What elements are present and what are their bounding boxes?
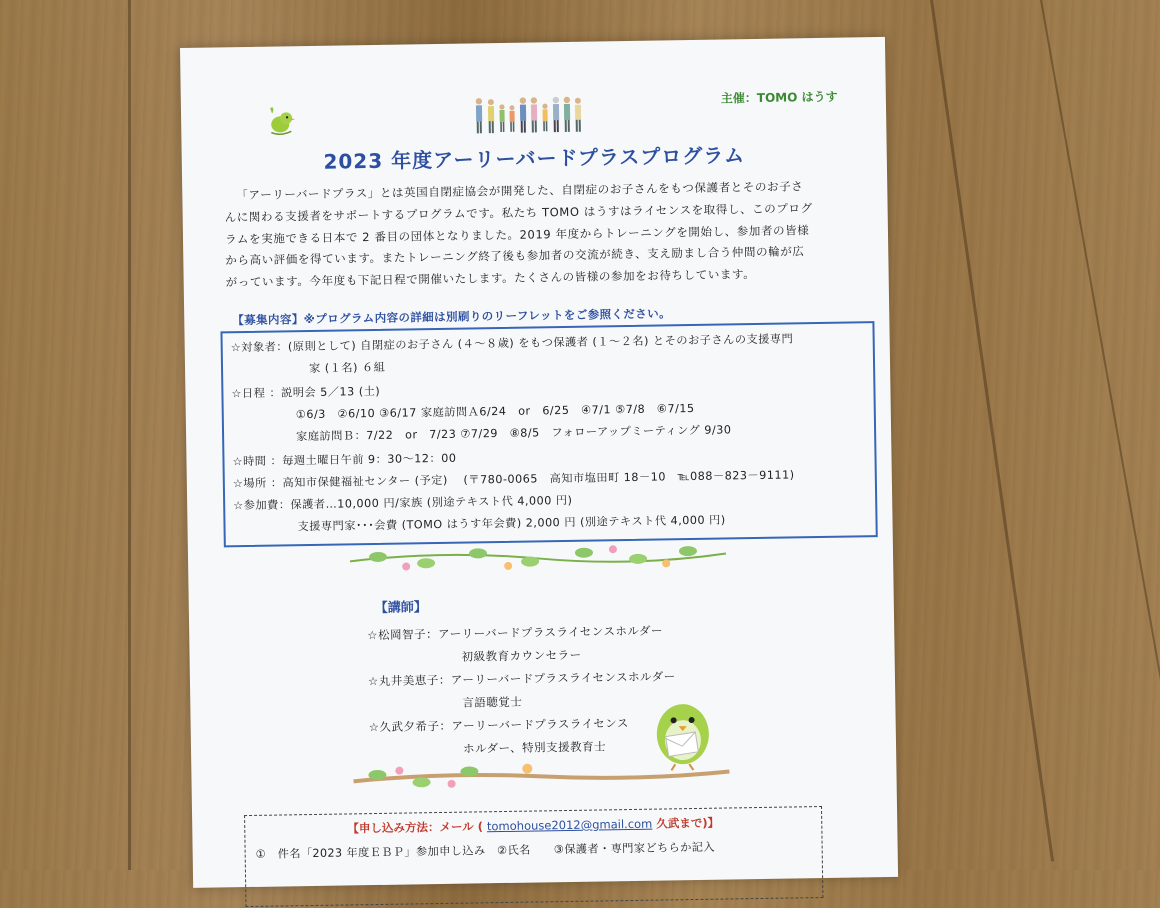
application-box	[244, 806, 823, 907]
detail-place: ☆場所 ：高知市保健福祉センター (予定) (〒780-0065 高知市塩田町 18－10 ℡088－823－9111)	[232, 468, 795, 491]
application-heading-suffix: 久武まで)】	[656, 815, 720, 831]
flyer-paper	[180, 37, 898, 888]
intro-line: んに関わる支援者をサポートするプログラムです。私たち TOMO はうすはライセンスを取得し、このプログ	[224, 200, 813, 225]
lecturer-title: 初級教育カウンセラー	[461, 647, 582, 664]
application-heading-prefix: 【申し込み方法：メール (	[347, 819, 484, 836]
intro-line: がっています。今年度も下記日程で開催いたします。たくさんの皆様の参加をお待ちしています。	[225, 267, 756, 290]
lecturer-name: ☆丸井美恵子：アーリーバードプラスライセンスホルダー	[367, 669, 676, 689]
organizer-label: 主催：TOMO はうす	[720, 89, 838, 106]
application-instructions: ① 件名「2023 年度ＥＢＰ」参加申し込み ②氏名 ③保護者・専門家どちらか記入	[255, 840, 716, 861]
detail-schedule-visit-b: 家庭訪問Ｂ：7/22 or 7/23 ⑦7/29 ⑧8/5 フォローアップミーティング 9/30	[296, 423, 732, 444]
detail-fee: ☆参加費：保護者…10,000 円/家族 (別途テキスト代 4,000 円)	[233, 493, 573, 513]
detail-schedule: ☆日程 ：説明会 5／13 (土)	[231, 384, 381, 401]
wood-seam	[930, 0, 1054, 862]
small-bird-icon	[265, 104, 300, 139]
page-title: 2023 年度アーリーバードプラスプログラム	[323, 143, 746, 174]
lecturer-title: ホルダー、特別支援教育士	[462, 739, 607, 756]
lecturer-heading: 【講師】	[374, 600, 427, 617]
intro-paragraph	[224, 176, 846, 295]
detail-fee-specialist: 支援専門家･･･会費 (TOMO はうす年会費) 2,000 円 (別途テキスト代 4,000 円)	[297, 513, 726, 534]
lecturer-title: 言語聴覚士	[462, 694, 523, 710]
intro-line: から高い評価を得ています。またトレーニング終了後も参加者の交流が続き、支え励まし合う仲間の輪が広	[225, 244, 805, 268]
detail-time: ☆時間 ：毎週土曜日午前 9：30～12：00	[232, 451, 457, 469]
vine-decoration	[348, 541, 728, 573]
family-illustration	[471, 94, 592, 138]
detail-schedule-dates: ①6/3 ②6/10 ③6/17 家庭訪問Ａ6/24 or 6/25 ④7/1 ⑤7/8 ⑥7/15	[295, 401, 695, 422]
details-box	[220, 321, 877, 547]
vine-decoration	[351, 757, 731, 789]
detail-target-cont: 家 (１名) ６組	[308, 360, 386, 376]
lecturer-name: ☆松岡智子：アーリーバードプラスライセンスホルダー	[367, 623, 664, 643]
detail-target: ☆対象者：(原則として) 自閉症のお子さん (４～８歳) をもつ保護者 (１～２名) とそのお子さんの支援専門	[230, 332, 794, 355]
wood-seam	[128, 0, 131, 870]
lecturer-name: ☆久武夕希子：アーリーバードプラスライセンス	[368, 716, 629, 735]
recruit-heading: 【募集内容】※プログラム内容の詳細は別刷りのリーフレットをご参照ください。	[232, 306, 672, 328]
wood-seam	[1040, 0, 1160, 857]
application-heading	[245, 813, 821, 838]
intro-line: ラムを実施できる日本で 2 番目の団体となりました。2019 年度からトレーニングを開始し、参加者の皆様	[224, 222, 810, 246]
intro-line: 「アーリーバードプラス」とは英国自閉症協会が開発した、自閉症のお子さんをもつ保護者とそのお子さ	[236, 179, 804, 203]
contact-email-link[interactable]: tomohouse2012@gmail.com	[486, 816, 653, 834]
